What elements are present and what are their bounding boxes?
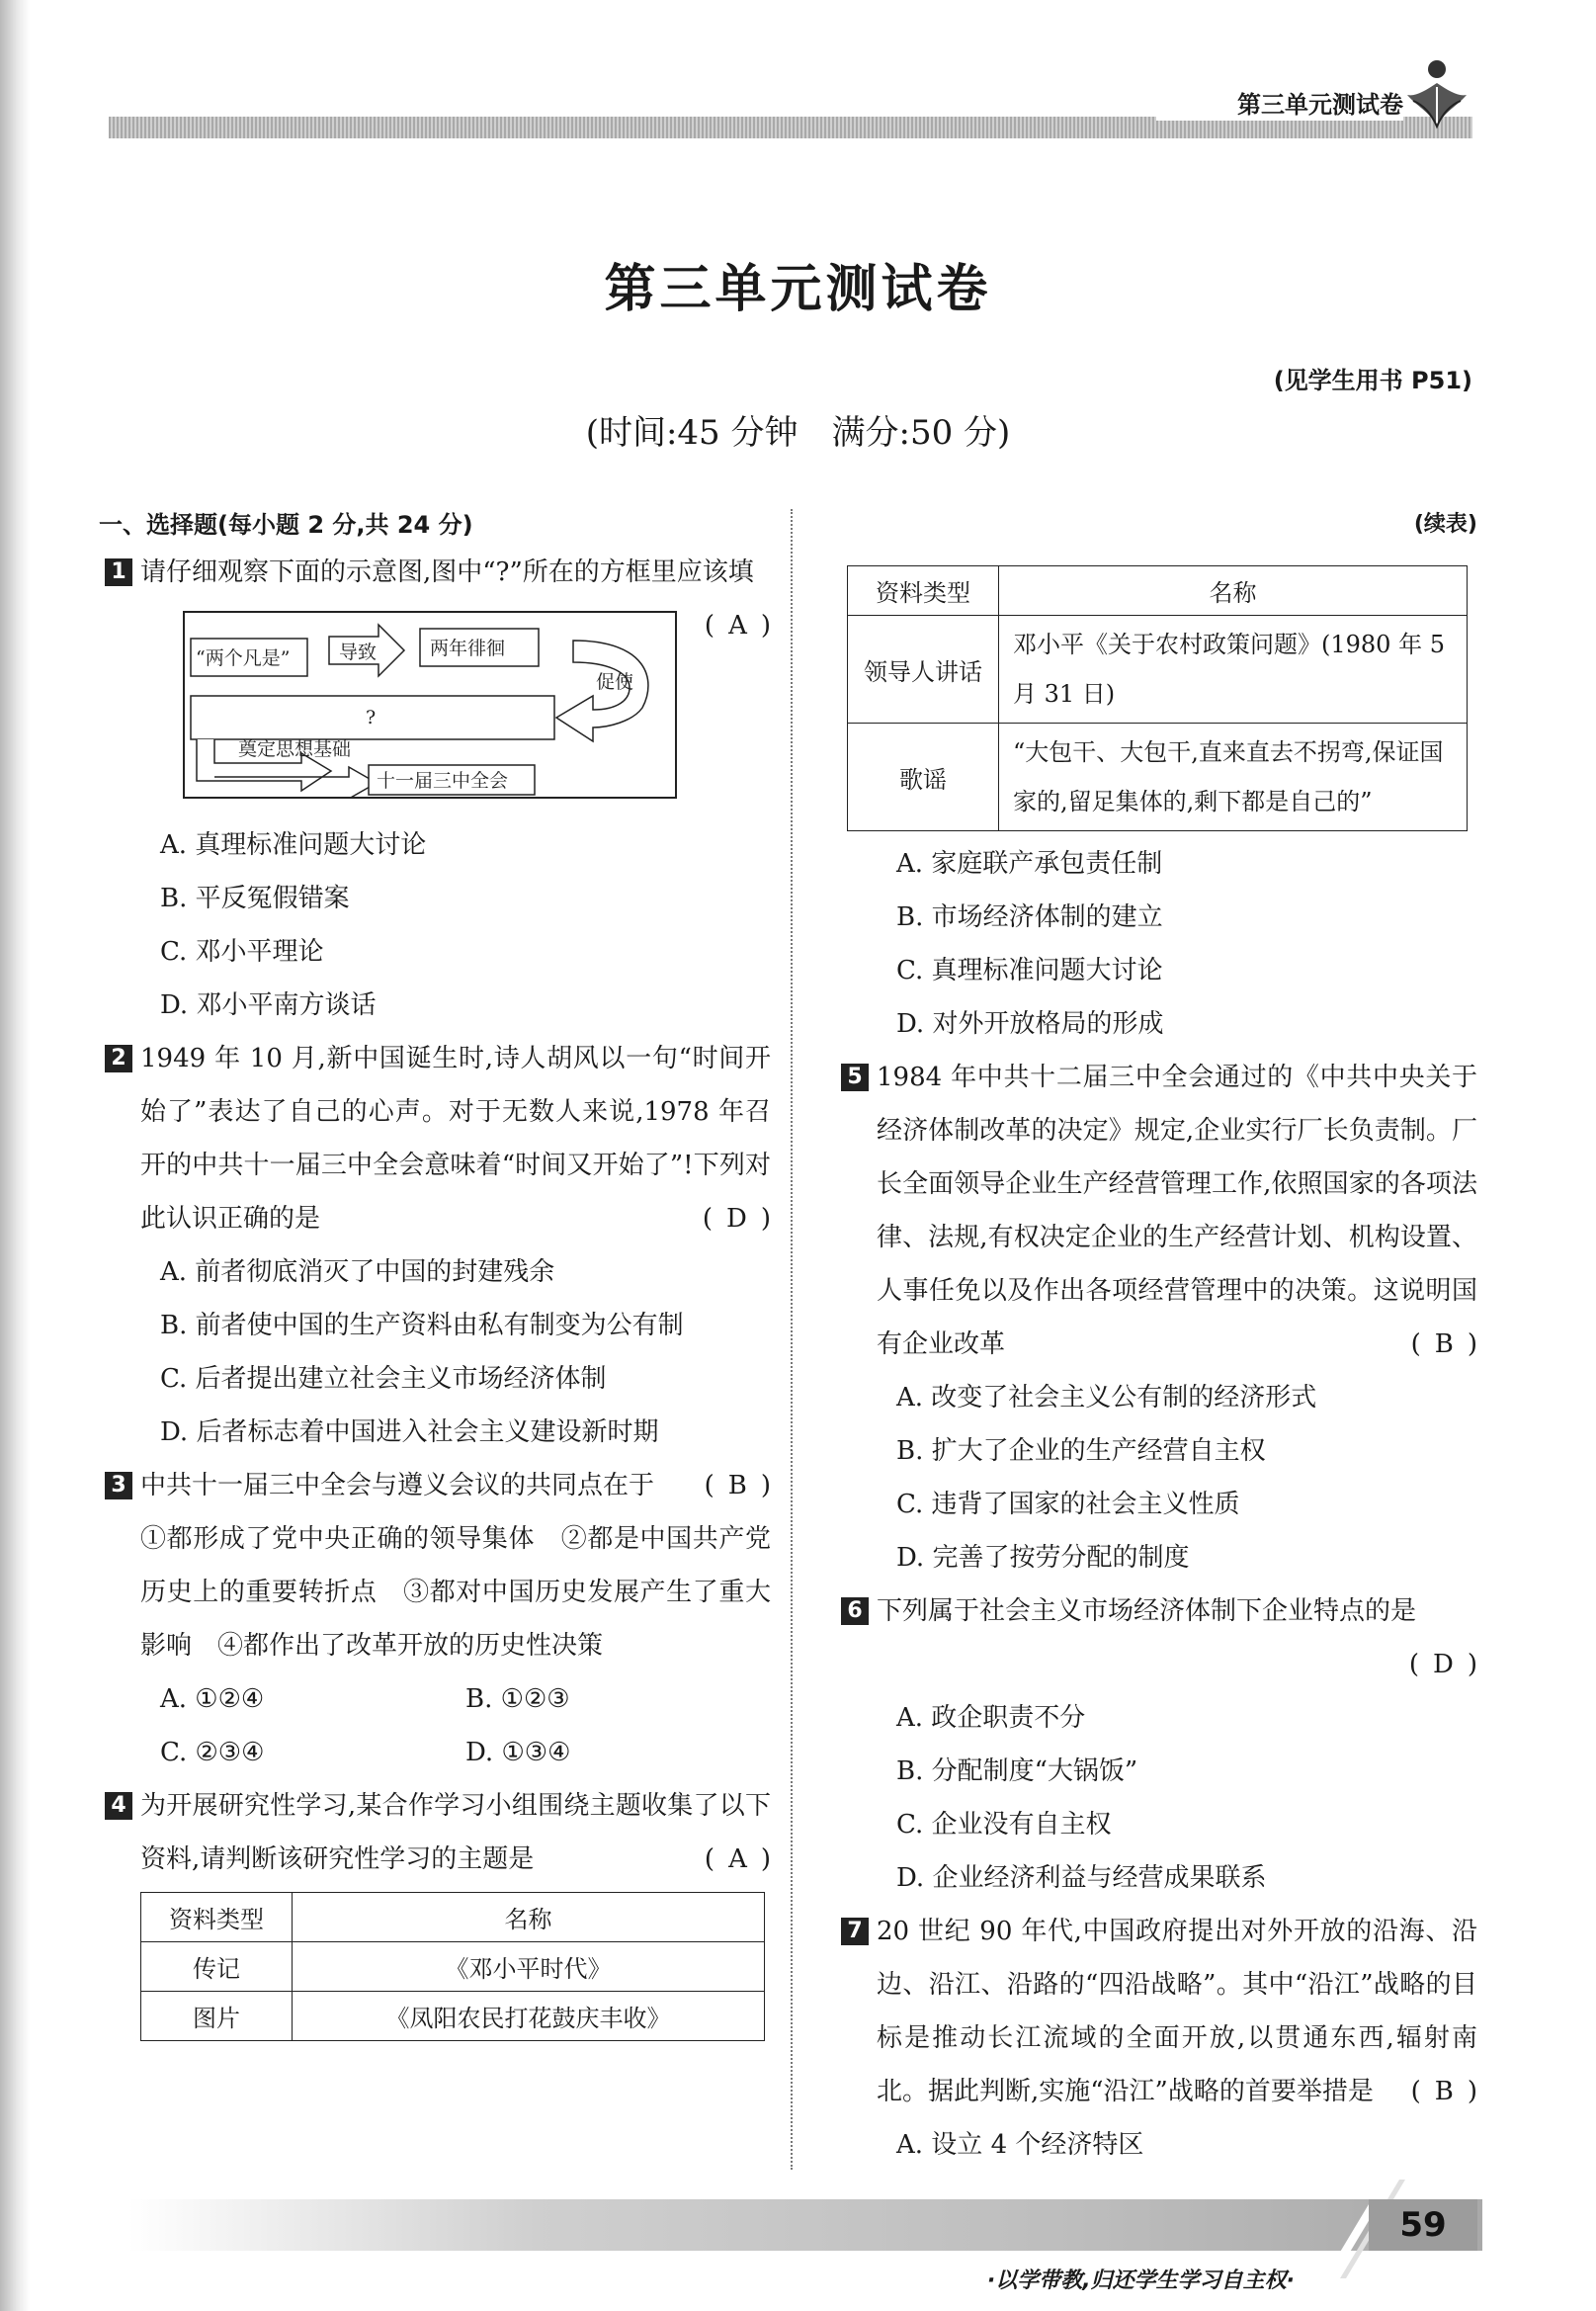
continued-label: (续表) bbox=[1413, 512, 1477, 537]
table-header: 资料类型 bbox=[848, 566, 999, 616]
question-2 bbox=[99, 1032, 785, 1245]
question-1 bbox=[99, 546, 785, 641]
question-7 bbox=[835, 1905, 1491, 2118]
page-title: 第三单元测试卷 bbox=[604, 259, 992, 319]
book-logo-icon bbox=[1403, 57, 1470, 136]
option-c: C. 后者提出建立社会主义市场经济体制 bbox=[160, 1364, 607, 1394]
answer: (B) bbox=[704, 1471, 785, 1500]
answer: (A) bbox=[704, 1844, 785, 1874]
option-c: C. 邓小平理论 bbox=[160, 937, 324, 967]
table-cell: 邓小平《关于农村政策问题》(1980 年 5 月 31 日) bbox=[999, 616, 1468, 724]
option-b: B. 扩大了企业的生产经营自主权 bbox=[896, 1436, 1266, 1466]
right-column bbox=[835, 504, 1491, 2172]
table-header: 名称 bbox=[999, 566, 1468, 616]
option-d: D. 完善了按劳分配的制度 bbox=[896, 1543, 1190, 1573]
option-c: C. ②③④ bbox=[160, 1738, 265, 1767]
question-text: 1984 年中共十二届三中全会通过的《中共中央关于经济体制改革的决定》规定,企业实行厂长负责制。厂长全面领导企业生产经营管理工作,依照国家的各项法律、法规,有权决定企业的生产经营计划、机构设置、人事任免以及作出各项经营管理中的决策。这说明国有企业改革 bbox=[877, 1063, 1477, 1359]
option-d: D. 对外开放格局的形成 bbox=[896, 1009, 1164, 1039]
answer: (D) bbox=[702, 1204, 785, 1234]
option-b: B. 前者使中国的生产资料由私有制变为公有制 bbox=[160, 1311, 684, 1340]
option-b: B. 平反冤假错案 bbox=[160, 884, 350, 913]
diagram-label: “两个凡是” bbox=[196, 647, 291, 669]
diagram-label: 奠定思想基础 bbox=[238, 738, 352, 760]
table-cell: 《邓小平时代》 bbox=[293, 1942, 765, 1992]
page-number: 59 bbox=[1369, 2199, 1477, 2251]
option-a: A. ①②④ bbox=[160, 1684, 265, 1714]
table-cell: 领导人讲话 bbox=[848, 616, 999, 724]
question-text: 1949 年 10 月,新中国诞生时,诗人胡风以一句“时间开始了”表达了自己的心声。对于无数人来说,1978 年召开的中共十一届三中全会意味着“时间又开始了”!下列对此认识正确的是 bbox=[140, 1044, 771, 1234]
question-number: 6 bbox=[841, 1597, 869, 1625]
table-cell: 图片 bbox=[141, 1992, 293, 2041]
question-text: 中共十一届三中全会与遵义会议的共同点在于 bbox=[140, 1471, 655, 1500]
table-cell: 传记 bbox=[141, 1942, 293, 1992]
option-a: A. 设立 4 个经济特区 bbox=[896, 2130, 1144, 2160]
options-row bbox=[99, 1726, 771, 1779]
option-c: C. 违背了国家的社会主义性质 bbox=[896, 1490, 1240, 1519]
question-text: 为开展研究性学习,某合作学习小组围绕主题收集了以下资料,请判断该研究性学习的主题是 bbox=[140, 1791, 771, 1874]
section-title: 一、选择题(每小题 2 分,共 24 分) bbox=[99, 511, 473, 539]
table-cell: “大包干、大包干,直来直去不拐弯,保证国家的,留足集体的,剩下都是自己的” bbox=[999, 724, 1468, 831]
left-column bbox=[99, 504, 785, 2041]
page-edge-shadow bbox=[0, 0, 30, 2311]
question-number: 1 bbox=[105, 558, 132, 586]
option-a: A. 真理标准问题大讨论 bbox=[160, 830, 427, 860]
question-number: 7 bbox=[841, 1918, 869, 1945]
answer: (B) bbox=[1410, 1329, 1491, 1359]
option-d: D. ①③④ bbox=[465, 1738, 571, 1767]
question-text: 请仔细观察下面的示意图,图中“?”所在的方框里应该填 bbox=[140, 557, 754, 587]
diagram-label: 十一届三中全会 bbox=[377, 770, 509, 792]
option-d: D. 邓小平南方谈话 bbox=[160, 990, 377, 1020]
question-5 bbox=[835, 1051, 1491, 1371]
answer: (D) bbox=[1408, 1650, 1491, 1679]
option-d: D. 企业经济利益与经营成果联系 bbox=[896, 1863, 1267, 1893]
question-text: 下列属于社会主义市场经济体制下企业特点的是 bbox=[877, 1596, 1417, 1626]
column-divider bbox=[791, 509, 793, 2170]
option-a: A. 家庭联产承包责任制 bbox=[896, 849, 1163, 879]
option-c: C. 企业没有自主权 bbox=[896, 1810, 1112, 1840]
question-number: 2 bbox=[105, 1045, 132, 1072]
option-b: B. 市场经济体制的建立 bbox=[896, 902, 1163, 932]
flow-diagram bbox=[183, 611, 677, 799]
diagram-label: 促使 bbox=[596, 671, 634, 693]
table-header: 名称 bbox=[293, 1893, 765, 1942]
option-d: D. 后者标志着中国进入社会主义建设新时期 bbox=[160, 1417, 659, 1447]
table-header: 资料类型 bbox=[141, 1893, 293, 1942]
option-c: C. 真理标准问题大讨论 bbox=[896, 956, 1163, 985]
question-3 bbox=[99, 1459, 785, 1672]
option-a: A. 政企职责不分 bbox=[896, 1703, 1086, 1733]
question-4 bbox=[99, 1779, 785, 1886]
footer-band bbox=[128, 2199, 1482, 2251]
option-b: B. 分配制度“大锅饭” bbox=[896, 1756, 1138, 1786]
option-a: A. 前者彻底消灭了中国的封建残余 bbox=[160, 1257, 555, 1287]
question-statements: ①都形成了党中央正确的领导集体 ②都是中国共产党历史上的重要转折点 ③都对中国历史发展产生了重大影响 ④都作出了改革开放的历史性决策 bbox=[140, 1524, 771, 1661]
diagram-label: ? bbox=[366, 707, 377, 728]
diagram-label: 两年徘徊 bbox=[430, 638, 506, 659]
question-number: 4 bbox=[105, 1792, 132, 1820]
option-a: A. 改变了社会主义公有制的经济形式 bbox=[896, 1383, 1317, 1412]
footer-motto: ·以学带教,归还学生学习自主权· bbox=[986, 2268, 1295, 2293]
question-6 bbox=[835, 1584, 1491, 1691]
table-cell: 歌谣 bbox=[848, 724, 999, 831]
diagram-label: 导致 bbox=[339, 642, 378, 663]
answer: (A) bbox=[704, 611, 785, 641]
question-number: 3 bbox=[105, 1472, 132, 1499]
option-b: B. ①②③ bbox=[465, 1684, 570, 1714]
question-number: 5 bbox=[841, 1064, 869, 1091]
reference-note: (见学生用书 P51) bbox=[1273, 367, 1472, 394]
answer: (B) bbox=[1410, 2077, 1491, 2106]
resource-table-continued bbox=[847, 565, 1468, 831]
time-info: (时间:45 分钟 满分:50 分) bbox=[585, 413, 1011, 453]
header-title: 第三单元测试卷 bbox=[1156, 85, 1403, 121]
resource-table bbox=[140, 1892, 765, 2041]
question-text: 20 世纪 90 年代,中国政府提出对外开放的沿海、沿边、沿江、沿路的“四沿战略”。其中“沿江”战略的目标是推动长江流域的全面开放,以贯通东西,辐射南北。据此判断,实施“沿江”战略的首要举措是 bbox=[877, 1917, 1477, 2106]
options-row bbox=[99, 1672, 771, 1726]
table-cell: 《凤阳农民打花鼓庆丰收》 bbox=[293, 1992, 765, 2041]
